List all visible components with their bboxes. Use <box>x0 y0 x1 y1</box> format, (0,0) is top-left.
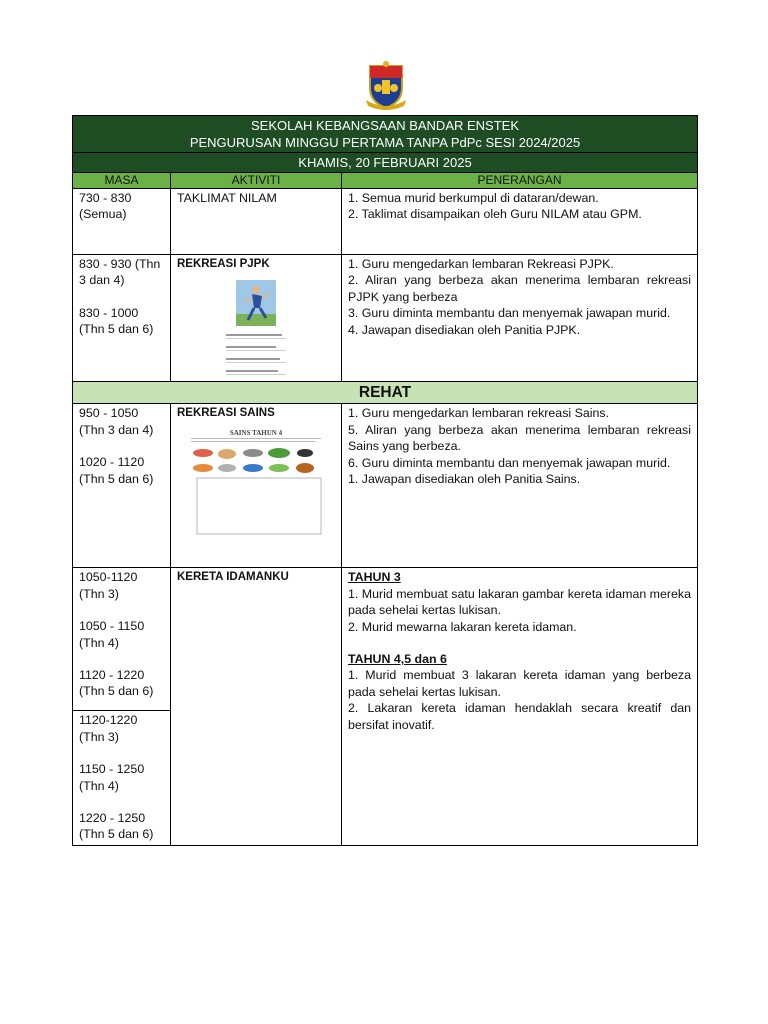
time-range: 1050-1120 <box>79 570 138 585</box>
time-range: 830 - 1000 <box>79 305 139 320</box>
description-item: 2. Murid mewarna lakaran kereta idaman. <box>348 619 577 634</box>
description-item: 3. Guru diminta membantu dan menyemak jawapan murid. <box>348 306 671 321</box>
column-header-masa: MASA <box>73 173 171 189</box>
rehat-row <box>73 382 698 404</box>
activity-title: REKREASI SAINS <box>177 407 275 420</box>
description-item: 1. Guru mengedarkan lembaran Rekreasi PJPK. <box>348 257 614 271</box>
column-header-penerangan: PENERANGAN <box>342 173 698 189</box>
description-item: 4. Jawapan disediakan oleh Panitia PJPK. <box>348 322 581 337</box>
time-range: 1050 - 1150 <box>79 619 145 634</box>
description-item: 2. Lakaran kereta idaman hendaklah secara kreatif dan bersifat inovatif. <box>348 701 692 732</box>
penerangan-cell <box>342 568 698 846</box>
table-row <box>73 568 698 846</box>
time-group: (Thn 5 dan 6) <box>79 322 154 337</box>
time-group: (Thn 3) <box>79 729 119 744</box>
section-heading: TAHUN 4,5 dan 6 <box>348 652 447 667</box>
masa-cell <box>73 189 171 255</box>
time-range: 1120 - 1220 <box>79 668 145 683</box>
pjpk-worksheet-thumbnail <box>218 276 294 380</box>
time-range: 1220 - 1250 <box>79 811 146 826</box>
masa-cell <box>73 404 171 568</box>
time-group: (Thn 3 dan 4) <box>79 422 154 437</box>
time-range: 830 - 930 <box>79 257 132 271</box>
aktiviti-cell <box>171 568 342 846</box>
aktiviti-cell: TAKLIMAT NILAM <box>171 189 342 255</box>
masa-cell <box>73 568 171 846</box>
masa-cell <box>73 255 171 382</box>
column-header-row <box>73 173 698 189</box>
time-block-second <box>73 710 170 843</box>
schedule-table <box>72 115 698 846</box>
table-row <box>73 189 698 255</box>
time-range: 730 - 830 <box>79 191 132 205</box>
time-range: 1020 - 1120 <box>79 455 145 470</box>
description-item: 1. Semua murid berkumpul di dataran/dewan. <box>348 191 599 205</box>
penerangan-cell <box>342 255 698 382</box>
description-item: 6. Guru diminta membantu dan menyemak jawapan murid. <box>348 455 671 470</box>
time-block-first <box>73 568 170 710</box>
description-item: 5. Aliran yang berbeza akan menerima lembaran rekreasi Sains yang berbeza. <box>348 422 692 454</box>
time-range: 1150 - 1250 <box>79 762 145 777</box>
title-block <box>73 116 698 153</box>
time-group: (Thn 5 dan 6) <box>79 684 154 699</box>
description-item: 1. Murid membuat satu lakaran gambar kereta idaman mereka pada sehelai kertas lukisan. <box>348 586 692 618</box>
school-name: SEKOLAH KEBANGSAAN BANDAR ENSTEK <box>250 118 520 133</box>
time-group: (Thn 5 dan 6) <box>79 471 154 486</box>
time-group: (Thn 4) <box>79 635 119 650</box>
time-range: 1120-1220 <box>79 713 138 728</box>
table-row <box>73 255 698 382</box>
description-item: 2. Taklimat disampaikan oleh Guru NILAM atau GPM. <box>348 207 642 222</box>
penerangan-cell <box>342 189 698 255</box>
description-item: 1. Jawapan disediakan oleh Panitia Sains. <box>348 472 581 487</box>
time-group: (Thn 5 dan 6) <box>79 827 154 842</box>
activity-title: KERETA IDAMANKU <box>177 571 289 584</box>
time-group: (Thn 3 dan 4) <box>79 257 161 288</box>
aktiviti-cell <box>171 255 342 382</box>
rehat-label: REHAT <box>73 382 698 404</box>
column-header-aktiviti: AKTIVITI <box>171 173 342 189</box>
section-heading: TAHUN 3 <box>348 570 401 585</box>
school-crest-logo <box>364 60 408 110</box>
date-heading: KHAMIS, 20 FEBRUARI 2025 <box>73 153 698 173</box>
time-group: (Semua) <box>79 207 127 222</box>
table-row <box>73 404 698 568</box>
time-group: (Thn 3) <box>79 586 119 601</box>
aktiviti-cell <box>171 404 342 568</box>
activity-title: REKREASI PJPK <box>177 258 270 270</box>
time-range: 950 - 1050 <box>79 406 139 421</box>
worksheet-title: SAINS TAHUN 4 <box>229 428 283 437</box>
description-item: 2. Aliran yang berbeza akan menerima lembaran rekreasi PJPK yang berbeza <box>348 273 692 304</box>
description-item: 1. Guru mengedarkan lembaran rekreasi Sains. <box>348 406 610 421</box>
penerangan-cell <box>342 404 698 568</box>
description-item: 1. Murid membuat 3 lakaran kereta idaman yang berbeza pada sehelai kertas lukisan. <box>348 668 692 699</box>
title-subtitle: PENGURUSAN MINGGU PERTAMA TANPA PdPc SESI 2024/2025 <box>189 135 581 150</box>
sains-worksheet-thumbnail <box>187 426 325 538</box>
time-group: (Thn 4) <box>79 778 119 793</box>
